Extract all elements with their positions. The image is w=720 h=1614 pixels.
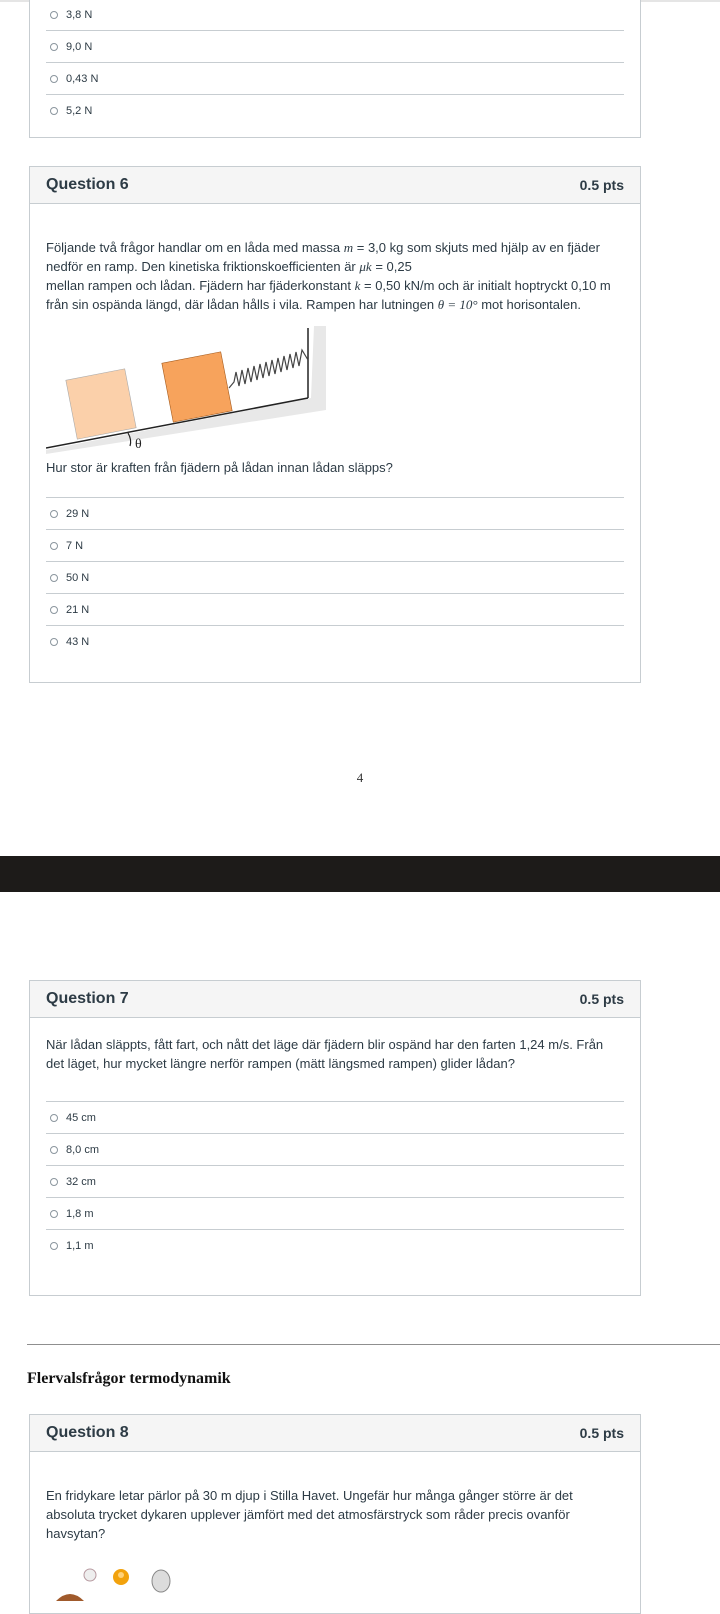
pearl-icon xyxy=(118,1572,124,1578)
radio-button[interactable] xyxy=(50,542,58,550)
radio-button[interactable] xyxy=(50,75,58,83)
radio-button[interactable] xyxy=(50,1178,58,1186)
answer-label: 29 N xyxy=(66,507,90,520)
radio-button[interactable] xyxy=(50,1242,58,1250)
question-8-card xyxy=(29,1414,641,1614)
answer-label: 5,2 N xyxy=(66,104,93,117)
question-text: När lådan släppts, fått fart, och nått det läge där fjädern blir ospänd har den farten 1,24 m/s. Från det läget, hur mycket längre nerför rampen (mätt längsmed rampen) glider lådan? xyxy=(46,1037,604,1071)
question-title: Question 7 xyxy=(46,990,129,1007)
radio-button[interactable] xyxy=(50,1114,58,1122)
question-5-answers xyxy=(46,0,624,126)
text-segment: = 0,25 xyxy=(375,259,412,274)
question-prompt: Hur stor är kraften från fjädern på lådan innan lådan släpps? xyxy=(46,460,393,475)
pearl-icon xyxy=(84,1569,96,1581)
math-variable: μk xyxy=(359,259,372,274)
answer-option[interactable] xyxy=(46,1165,624,1197)
text-segment: Följande två frågor handlar om en låda med massa xyxy=(46,240,341,255)
text-segment: mellan rampen och lådan. Fjädern har fjäderkonstant xyxy=(46,278,351,293)
box-released xyxy=(66,369,136,439)
answer-option[interactable] xyxy=(46,625,624,657)
question-text xyxy=(46,238,624,314)
text-segment: = 3,0 kg som skjuts med hjälp av en fjäder nedför en ramp. Den kinetiska friktionskoefficienten är xyxy=(46,240,600,274)
answer-label: 3,8 N xyxy=(66,8,93,21)
answer-label: 32 cm xyxy=(66,1175,96,1188)
pearls-image xyxy=(46,1553,186,1603)
question-header xyxy=(30,981,640,1018)
section-divider xyxy=(27,1344,720,1345)
answer-label: 43 N xyxy=(66,635,90,648)
question-body xyxy=(30,238,640,657)
radio-button[interactable] xyxy=(50,107,58,115)
answer-label: 50 N xyxy=(66,571,90,584)
text-segment: mot horisontalen. xyxy=(481,297,581,312)
answer-label: 9,0 N xyxy=(66,40,93,53)
math-variable: θ = 10° xyxy=(437,297,478,312)
pearl-icon xyxy=(152,1570,170,1592)
question-title: Question 6 xyxy=(46,176,129,193)
math-variable: k xyxy=(354,278,361,293)
question-body xyxy=(30,1035,640,1261)
section-title: Flervalsfrågor termodynamik xyxy=(27,1370,231,1387)
page-separator-band xyxy=(0,856,720,892)
answer-option[interactable] xyxy=(46,593,624,625)
answer-option[interactable] xyxy=(46,1133,624,1165)
answer-label: 0,43 N xyxy=(66,72,99,85)
radio-button[interactable] xyxy=(50,1210,58,1218)
radio-button[interactable] xyxy=(50,510,58,518)
answer-option[interactable] xyxy=(46,1101,624,1133)
answer-label: 1,8 m xyxy=(66,1207,94,1220)
question-text: En fridykare letar pärlor på 30 m djup i Stilla Havet. Ungefär hur många gånger större är det absoluta trycket dykaren upplever jämfört med det atmosfärstryck som råder precis ovanför havsytan? xyxy=(46,1488,573,1541)
answer-label: 21 N xyxy=(66,603,90,616)
answer-option[interactable] xyxy=(46,62,624,94)
question-header xyxy=(30,167,640,204)
math-variable: m xyxy=(343,240,354,255)
angle-label: θ xyxy=(135,437,142,452)
question-title: Question 8 xyxy=(46,1424,129,1441)
question-6-answers xyxy=(46,497,624,657)
answer-option[interactable] xyxy=(46,1229,624,1261)
question-5-card xyxy=(29,0,641,138)
answer-option[interactable] xyxy=(46,561,624,593)
radio-button[interactable] xyxy=(50,638,58,646)
text-segment: = 0,50 kN/m och är initialt hoptryckt 0,10 m från sin ospända längd, där lådan hålls i vila. Rampen har lutningen xyxy=(46,278,611,312)
question-7-card xyxy=(29,980,641,1296)
radio-button[interactable] xyxy=(50,606,58,614)
question-body xyxy=(30,1486,640,1603)
answer-option[interactable] xyxy=(46,1197,624,1229)
answer-label: 8,0 cm xyxy=(66,1143,100,1156)
radio-button[interactable] xyxy=(50,11,58,19)
ramp-figure xyxy=(46,326,326,454)
radio-button[interactable] xyxy=(50,1146,58,1154)
answer-option[interactable] xyxy=(46,529,624,561)
answer-option[interactable] xyxy=(46,497,624,529)
question-6-card xyxy=(29,166,641,683)
radio-button[interactable] xyxy=(50,574,58,582)
spring-icon xyxy=(229,350,308,388)
question-points: 0.5 pts xyxy=(579,177,624,193)
answer-option[interactable] xyxy=(46,0,624,30)
answer-option[interactable] xyxy=(46,94,624,126)
answer-option[interactable] xyxy=(46,30,624,62)
question-points: 0.5 pts xyxy=(579,1425,624,1441)
answer-label: 7 N xyxy=(66,539,84,552)
question-7-answers xyxy=(46,1101,624,1261)
page-number: 4 xyxy=(356,770,364,785)
radio-button[interactable] xyxy=(50,43,58,51)
question-header xyxy=(30,1415,640,1452)
question-points: 0.5 pts xyxy=(579,991,624,1007)
box-compressed xyxy=(162,352,232,422)
answer-label: 45 cm xyxy=(66,1111,96,1124)
answer-label: 1,1 m xyxy=(66,1239,94,1252)
